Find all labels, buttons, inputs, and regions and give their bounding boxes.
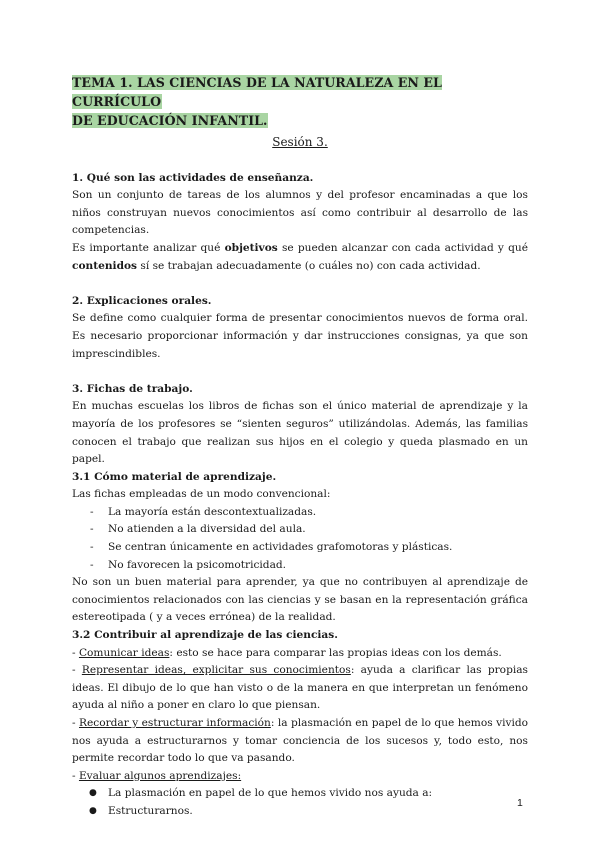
section-3-heading: 3. Fichas de trabajo. [72,382,193,395]
keyword-contenidos: contenidos [72,259,138,272]
section-1-paragraph-2: Es importante analizar qué objetivos se pueden alcanzar con cada actividad y qué contenidos sí se trabajan adecuadamente (o cuáles no) con cada actividad. [72,241,528,272]
list-item: - No atienden a la diversidad del aula. [72,521,528,539]
list-item: - La mayoría están descontextualizadas. [72,504,528,522]
title-line-1: TEMA 1. LAS CIENCIAS DE LA NATURALEZA EN EL CURRÍCULO [72,75,442,109]
keyword-objetivos: objetivos [224,241,278,254]
section-1-heading: 1. Qué son las actividades de enseñanza. [72,171,314,184]
section-3-paragraph-2: Las fichas empleadas de un modo convencional: [72,488,331,501]
section-3-paragraph-1: En muchas escuelas los libros de fichas son el único material de aprendizaje y la mayoría de los profesores se “sienten seguros” utilizándolas. Además, las familias conocen el trabajo que realizan sus hijos en el colegio y queda plasmado en un papel. [72,400,528,466]
item-representar-ideas: - Representar ideas, explicitar sus conocimientos: ayuda a clarificar las propias ideas. El dibujo de lo que han visto o de la manera en que interpretan un fenómeno ayuda al niño a poner en claro lo que piensan. [72,664,528,712]
subsection-3-1-heading: 3.1 Cómo material de aprendizaje. [72,470,277,483]
list-item: ● Estructurarnos. [72,803,528,821]
document-title [72,73,528,130]
section-3-paragraph-3: No son un buen material para aprender, ya que no contribuyen al aprendizaje de conocimientos relacionados con las ciencias y se basan en la representación gráfica estereotipada ( y a veces errónea) de la realidad. [72,576,528,624]
list-item: ● La plasmación en papel de lo que hemos vivido nos ayuda a: [72,785,528,803]
section-2-heading: 2. Explicaciones orales. [72,294,212,307]
subsection-3-2-heading: 3.2 Contribuir al aprendizaje de las ciencias. [72,629,338,642]
item-evaluar-aprendizajes: - Evaluar algunos aprendizajes: [72,769,242,782]
bullet-list [72,785,528,820]
list-item: - Se centran únicamente en actividades grafomotoras y plásticas. [72,539,528,557]
title-line-2: DE EDUCACIÓN INFANTIL. [72,113,268,128]
item-recordar-estructurar: - Recordar y estructurar información: la plasmación en papel de lo que hemos vivido nos ayuda a estructurarnos y tomar conciencia de los sucesos y, todo esto, nos permite recordar todo lo que va pasando. [72,717,529,765]
section-2-paragraph-1: Se define como cualquier forma de presentar conocimientos nuevos de forma oral. Es necesario proporcionar información y dar instrucciones consignas, ya que son imprescindibles. [72,312,528,360]
list-item: - No favorecen la psicomotricidad. [72,557,528,575]
item-comunicar-ideas: - Comunicar ideas: esto se hace para comparar las propias ideas con los demás. [72,646,502,659]
section-1-paragraph-1: Son un conjunto de tareas de los alumnos y del profesor encaminadas a que los niños construyan nuevos conocimientos así como contribuir al desarrollo de las competencias. [72,189,528,237]
dash-list [72,504,528,574]
page-content [72,73,528,821]
page-number: 1 [517,797,523,809]
session-label: Sesión 3. [272,135,328,149]
